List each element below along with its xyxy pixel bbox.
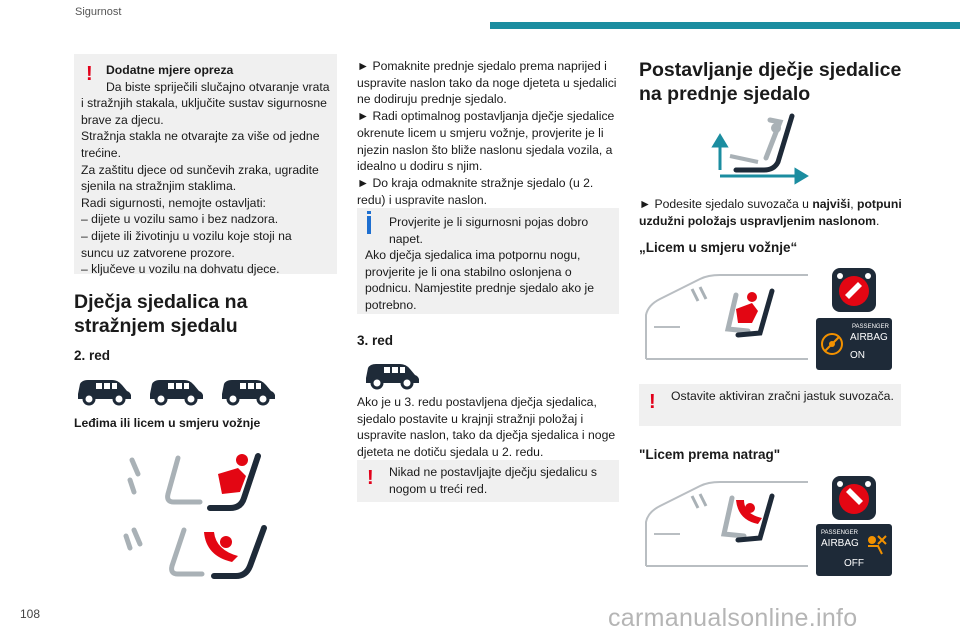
- child-figure-icon: [218, 454, 248, 494]
- text-line: njezin naslon što bliže naslonu sjedala vozila, a: [357, 142, 613, 157]
- airbag-off-icon: [864, 532, 890, 556]
- note-line: potrebno.: [365, 297, 417, 312]
- note-line: suncu uz zatvorene prozore.: [81, 245, 235, 260]
- car-icons-row2: [74, 372, 284, 406]
- rear-seat-heading: [74, 290, 339, 338]
- warning-icon: !: [367, 467, 374, 489]
- rear-facing-title: "Licem prema natrag": [639, 447, 781, 462]
- row3-instructions: [357, 394, 622, 461]
- header-accent-bar: [490, 22, 960, 29]
- child-figure-icon: [204, 532, 238, 562]
- heading-line: Dječja sjedalica na: [74, 291, 248, 313]
- car-icon: [150, 380, 203, 404]
- note-line: trećine.: [81, 145, 121, 160]
- note-line: Provjerite je li sigurnosni pojas dobro: [389, 215, 589, 229]
- indicator-state: ON: [850, 350, 865, 361]
- text-line: Ako je u 3. redu postavljena dječja sjedalica,: [357, 395, 597, 409]
- text-line: uspravite naslon tako da noge djeteta u sjedalici: [357, 75, 617, 90]
- precautions-note: [74, 54, 337, 277]
- info-icon: [367, 216, 371, 234]
- instruction-text: ,: [850, 197, 858, 211]
- rearward-child-seat-illustration: [118, 522, 278, 584]
- heading-line: na prednje sjedalo: [639, 83, 811, 105]
- note-line: brave za djecu.: [81, 112, 164, 127]
- forward-facing-title: „Licem u smjeru vožnje“: [639, 240, 798, 255]
- car-icon: [222, 380, 275, 404]
- airbag-switch-off: [832, 476, 876, 520]
- indicator-label: PASSENGER: [821, 530, 858, 536]
- forward-child-seat-illustration: [118, 448, 278, 518]
- row3-title: 3. red: [357, 333, 394, 348]
- note-line: Ostavite aktiviran zračni jastuk suvozača.: [671, 389, 894, 403]
- note-line: podnicu. Namjestite prednje sjedalo ako je: [365, 281, 594, 296]
- section-label: Sigurnost: [75, 6, 122, 18]
- airbag-switch-on: [832, 268, 876, 312]
- car-icon-row3: [362, 356, 424, 390]
- heading-line: Postavljanje dječje sjedalice: [639, 59, 902, 81]
- forward-warning-note: [639, 384, 901, 426]
- instruction-text: .: [876, 213, 880, 228]
- text-line: okrenute licem u smjeru vožnje, provjerite je li: [357, 125, 604, 140]
- front-seat-instructions: [357, 58, 622, 208]
- note-line: sjenila na stražnjim staklima.: [81, 179, 237, 194]
- page-number: 108: [20, 607, 41, 621]
- text-line: ► Pomaknite prednje sjedalo prema naprijed i: [357, 59, 607, 73]
- car-icon: [366, 364, 419, 388]
- front-seat-heading: [639, 58, 929, 106]
- note-line: Stražnja stakla ne otvarajte za više od jedne: [81, 129, 320, 144]
- note-line: Za zaštitu djece od sunčevih zraka, ugradite: [81, 162, 319, 177]
- child-figure-icon: [736, 500, 762, 524]
- child-figure-icon: [736, 292, 758, 323]
- seat-adjust-illustration: [700, 112, 810, 188]
- car-icon: [78, 380, 131, 404]
- seatbelt-info-note: [357, 208, 619, 314]
- text-line: djeteta ne dotiču sjedala u 2. redu.: [357, 445, 544, 460]
- note-line: nogom u treći red.: [389, 481, 488, 496]
- note-line: – dijete ili životinju u vozilu koje stoji na: [81, 228, 292, 243]
- text-line: idealno u dodiru s njim.: [357, 159, 483, 174]
- instruction-bold: uzdužni položajs uspravljenim naslonom: [639, 213, 877, 228]
- text-line: redu) i uspravite naslon.: [357, 192, 488, 207]
- row2-title: 2. red: [74, 348, 111, 363]
- text-line: ne dodiruju prednje sjedalo.: [357, 92, 507, 107]
- note-title: Dodatne mjere opreza: [106, 63, 234, 77]
- indicator-label: AIRBAG: [821, 538, 859, 549]
- note-line: – ključeve u vozilu na dohvatu djece.: [81, 262, 280, 277]
- orientation-label: Leđima ili licem u smjeru vožnje: [74, 416, 261, 430]
- passenger-airbag-on-indicator: [816, 318, 892, 370]
- note-line: – dijete u vozilu samo i bez nadzora.: [81, 212, 279, 227]
- watermark: carmanualsonline.info: [608, 604, 858, 632]
- indicator-label: AIRBAG: [850, 332, 888, 343]
- text-line: ► Do kraja odmaknite stražnje sjedalo (u 2.: [357, 175, 594, 190]
- note-line: Nikad ne postavljajte dječju sjedalicu s: [389, 465, 597, 479]
- note-line: i stražnjih stakala, uključite sustav sigurnosne: [81, 96, 327, 111]
- note-line: napet.: [389, 231, 423, 246]
- note-line: Radi sigurnosti, nemojte ostavljati:: [81, 195, 266, 210]
- text-line: sjedalo postavite u krajnji stražnji položaj i: [357, 411, 584, 426]
- warning-icon: !: [86, 63, 93, 85]
- instruction-bold: potpuni: [857, 197, 902, 211]
- arrow-icon: [714, 136, 806, 182]
- note-line: Da biste spriječili slučajno otvaranje vrata: [106, 79, 330, 94]
- heading-line: stražnjem sjedalu: [74, 315, 238, 337]
- instruction-text: ► Podesite sjedalo suvozača u: [639, 197, 813, 211]
- note-line: Ako dječja sjedalica ima potpornu nogu,: [365, 248, 581, 263]
- airbag-icon: [820, 332, 844, 356]
- front-seat-instruction: [639, 196, 919, 229]
- info-icon-dot: [367, 211, 371, 214]
- text-line: ► Radi optimalnog postavljanja dječje sjedalice: [357, 109, 615, 124]
- indicator-state: OFF: [844, 558, 864, 569]
- indicator-label: PASSENGER: [852, 324, 889, 330]
- row3-warning-note: [357, 460, 619, 502]
- note-line: provjerite je li ona stabilno oslonjena o: [365, 264, 572, 279]
- warning-icon: !: [649, 391, 656, 413]
- forward-car-diagram: [640, 267, 810, 363]
- instruction-bold: najviši: [812, 197, 851, 211]
- rear-car-diagram: [640, 474, 810, 570]
- passenger-airbag-off-indicator: [816, 524, 892, 576]
- text-line: uspravite naslon, tako da dječja sjedalica i noge: [357, 428, 616, 443]
